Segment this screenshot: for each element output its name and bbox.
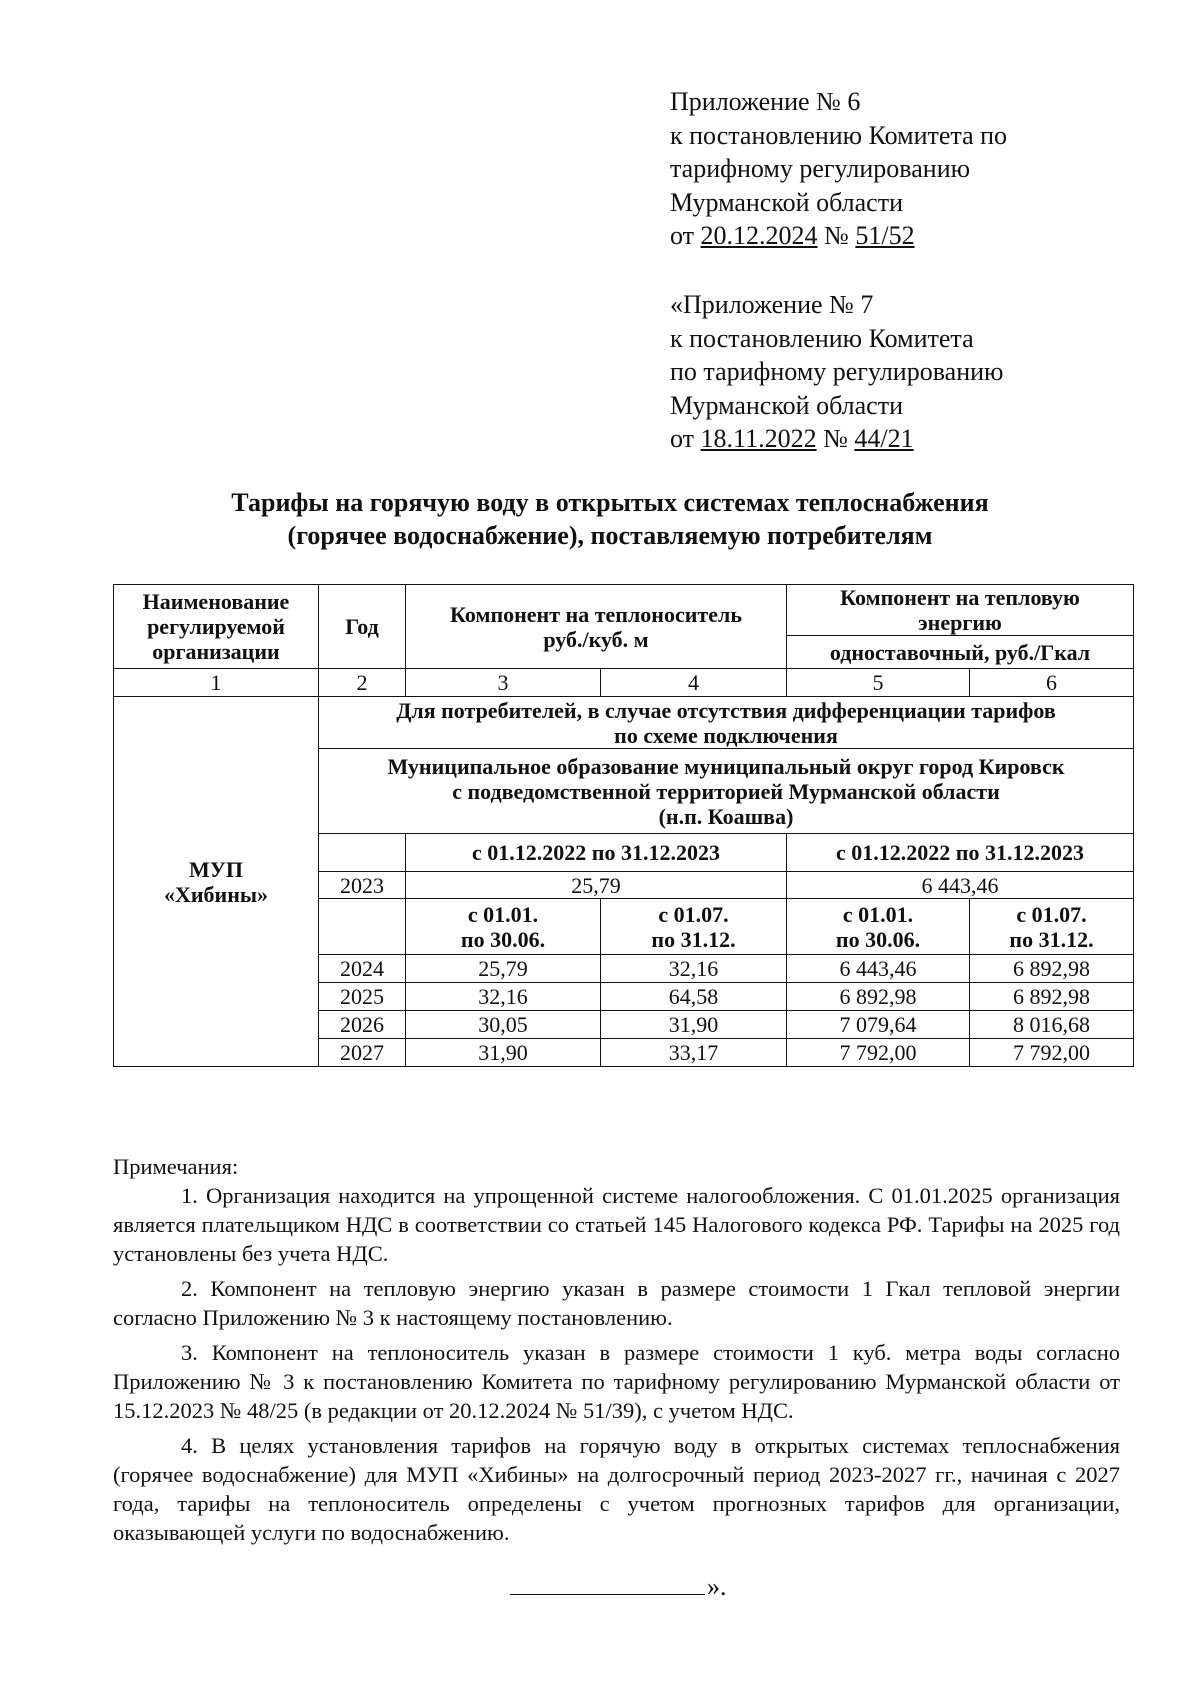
empty-year-cell	[319, 834, 406, 872]
annex-date: 20.12.2024	[700, 221, 818, 250]
notes-section	[113, 1152, 1120, 1553]
year-cell: 2024	[319, 955, 406, 983]
heat-value: 6 443,46	[787, 955, 970, 983]
note-item: 4. В целях установления тарифов на горячую воду в открытых системах теплоснабжения (горячее водоснабжение) для МУП «Хибины» на долгосрочный период 2023-2027 гг., начиная с 2027 года, тарифы на теплоноситель определены с учетом прогнозных тарифов для организации, оказывающей услуги по водоснабжению.	[113, 1433, 1120, 1545]
half-year-label: с 01.01. по 30.06.	[406, 899, 601, 955]
annex-line: тарифному регулированию	[670, 154, 971, 183]
heat-value: 8 016,68	[970, 1011, 1134, 1039]
annex-line: по тарифному регулированию	[670, 357, 1004, 386]
year-cell: 2023	[319, 872, 406, 899]
year-cell: 2026	[319, 1011, 406, 1039]
annex-date: 18.11.2022	[700, 424, 817, 453]
title-line: Тарифы на горячую воду в открытых системах теплоснабжения	[231, 488, 989, 517]
annex-from: от	[670, 221, 695, 250]
heat-value: 7 792,00	[970, 1039, 1134, 1067]
organization-name: МУП «Хибины»	[114, 697, 319, 1067]
consumer-section: Для потребителей, в случае отсутствия дифференциации тарифов по схеме подключения	[319, 697, 1134, 749]
title-line: (горячее водоснабжение), поставляемую потребителям	[287, 521, 933, 550]
period-carrier: с 01.12.2022 по 31.12.2023	[406, 834, 787, 872]
header-carrier-component: Компонент на теплоноситель руб./куб. м	[406, 585, 787, 669]
header-year: Год	[319, 585, 406, 669]
annex-from: от	[670, 424, 695, 453]
column-number: 5	[787, 669, 970, 697]
column-number: 6	[970, 669, 1134, 697]
half-year-label: с 01.01. по 30.06.	[787, 899, 970, 955]
closing-quote: ».	[707, 1572, 727, 1601]
annex-line: Приложение № 6	[670, 87, 861, 116]
column-number: 1	[114, 669, 319, 697]
signature-blank-line	[510, 1570, 705, 1595]
header-heat-unit: одноставочный, руб./Гкал	[787, 636, 1134, 669]
column-number: 3	[406, 669, 601, 697]
heat-value: 6 892,98	[787, 983, 970, 1011]
annex-line: «Приложение № 7	[670, 290, 874, 319]
notes-header: Примечания:	[113, 1154, 239, 1179]
annex-header-original	[670, 288, 1003, 456]
annex-date-line	[670, 422, 1003, 456]
period-heat: с 01.12.2022 по 31.12.2023	[787, 834, 1134, 872]
annex-header-current	[670, 85, 1007, 253]
document-title	[60, 486, 1160, 552]
carrier-value: 64,58	[601, 983, 787, 1011]
carrier-value: 32,16	[601, 955, 787, 983]
note-item: 2. Компонент на тепловую энергию указан в размере стоимости 1 Гкал тепловой энергии согласно Приложению № 3 к настоящему постановлению.	[113, 1276, 1120, 1330]
note-item: 1. Организация находится на упрощенной системе налогообложения. С 01.01.2025 организация является плательщиком НДС в соответствии со статьей 145 Налогового кодекса РФ. Тарифы на 2025 год установлены без учета НДС.	[113, 1183, 1120, 1266]
empty-year-cell	[319, 899, 406, 955]
annex-number: 44/21	[854, 424, 914, 453]
column-number: 2	[319, 669, 406, 697]
annex-number-sign: №	[823, 424, 848, 453]
annex-date-line	[670, 219, 1007, 253]
annex-line: Мурманской области	[670, 390, 903, 420]
carrier-value: 33,17	[601, 1039, 787, 1067]
year-cell: 2025	[319, 983, 406, 1011]
territory-section: Муниципальное образование муниципальный округ город Кировск с подведомственной территорией Мурманской области (н.п. Коашва)	[319, 749, 1134, 834]
heat-value: 6 443,46	[787, 872, 1134, 899]
closing-mark	[510, 1570, 727, 1602]
annex-line: к постановлению Комитета по	[670, 120, 1008, 150]
header-organization: Наименование регулируемой организации	[114, 585, 319, 669]
note-item: 3. Компонент на теплоноситель указан в размере стоимости 1 куб. метра воды согласно Приложению № 3 к постановлению Комитета по тарифному регулированию Мурманской области от 15.12.2023 № 48/25 (в редакции от 20.12.2024 № 51/39), с учетом НДС.	[113, 1340, 1120, 1423]
carrier-value: 31,90	[601, 1011, 787, 1039]
tariff-table	[113, 584, 1134, 1067]
carrier-value: 25,79	[406, 955, 601, 983]
year-cell: 2027	[319, 1039, 406, 1067]
header-heat-component: Компонент на тепловую энергию	[787, 585, 1134, 636]
heat-value: 7 079,64	[787, 1011, 970, 1039]
column-number: 4	[601, 669, 787, 697]
annex-number-sign: №	[824, 221, 849, 250]
heat-value: 6 892,98	[970, 955, 1134, 983]
heat-value: 7 792,00	[787, 1039, 970, 1067]
half-year-label: с 01.07. по 31.12.	[601, 899, 787, 955]
carrier-value: 30,05	[406, 1011, 601, 1039]
half-year-label: с 01.07. по 31.12.	[970, 899, 1134, 955]
annex-number: 51/52	[855, 221, 915, 250]
carrier-value: 25,79	[406, 872, 787, 899]
carrier-value: 32,16	[406, 983, 601, 1011]
heat-value: 6 892,98	[970, 983, 1134, 1011]
annex-line: Мурманской области	[670, 187, 903, 217]
carrier-value: 31,90	[406, 1039, 601, 1067]
annex-line: к постановлению Комитета	[670, 323, 974, 353]
